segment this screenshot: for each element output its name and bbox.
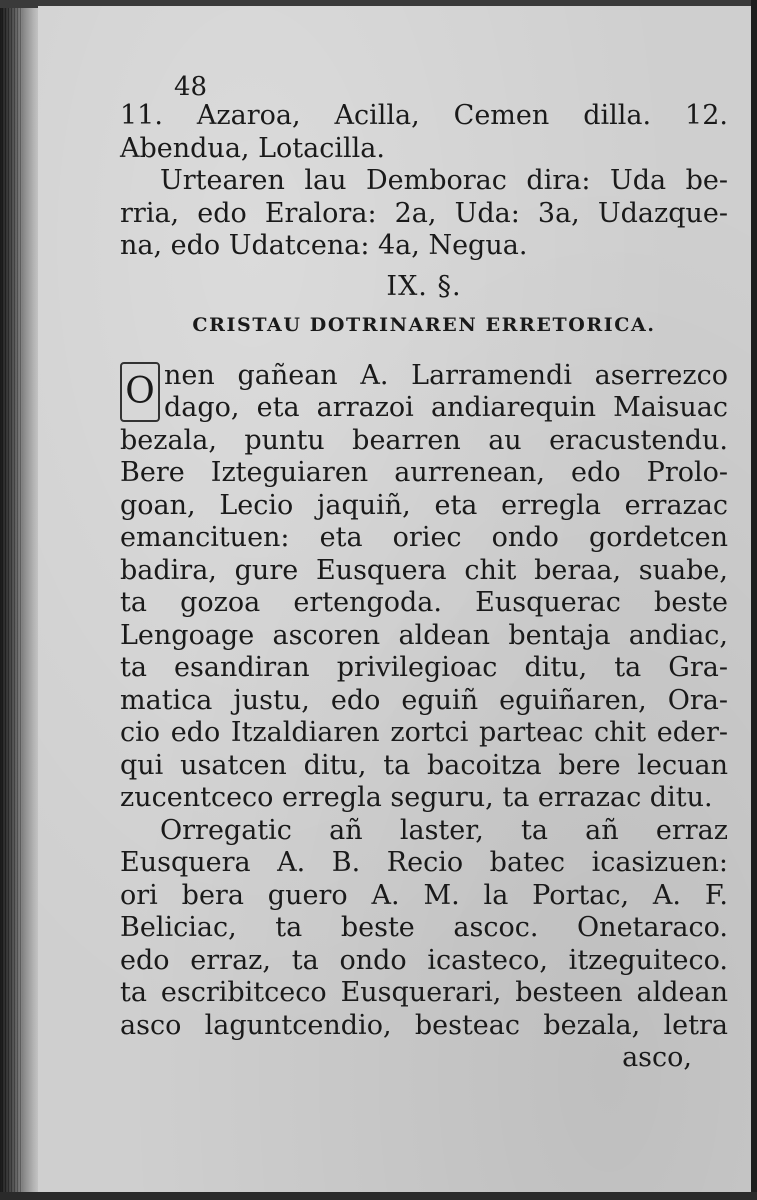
drop-cap-initial <box>120 362 160 422</box>
page-text-block <box>120 64 728 1075</box>
text-line: rria, edo Eralora: 2a, Uda: 3a, Udazque- <box>120 197 728 229</box>
text-line: ta esandiran privilegioac ditu, ta Gra- <box>120 652 728 683</box>
text-line: ori bera guero A. M. la Portac, A. F. <box>120 879 728 911</box>
second-paragraph <box>120 815 728 1043</box>
months-paragraph <box>120 100 728 165</box>
text-line: asco laguntcendio, besteac bezala, letra <box>120 1009 728 1041</box>
bottom-scan-border <box>0 1192 757 1200</box>
text-line: Urtearen lau Demborac dira: Uda be- <box>160 165 728 196</box>
text-line: edo erraz, ta ondo icasteco, itzeguiteco. <box>120 944 728 976</box>
text-line: Beliciac, ta beste ascoc. Onetaraco. <box>120 912 728 943</box>
text-line: bezala, puntu bearren au eracustendu. <box>120 424 728 456</box>
text-line: emancituen: eta oriec ondo gordetcen <box>120 522 728 553</box>
text-line: Eusquera A. B. Recio batec icasizuen: <box>120 847 728 878</box>
page-number: 48 <box>174 72 208 102</box>
section-number: IX. §. <box>386 270 462 302</box>
text-line: qui usatcen ditu, ta bacoitza bere lecuan <box>120 749 728 781</box>
text-line: ta gozoa ertengoda. Eusquerac beste <box>120 587 728 618</box>
catchword: asco, <box>622 1042 692 1073</box>
text-line: na, edo Udatcena: 4a, Negua. <box>120 230 528 261</box>
text-line: dago, eta arrazoi andiarequin Maisuac <box>164 392 728 423</box>
text-line: cio edo Itzaldiaren zortci parteac chit eder- <box>120 717 728 748</box>
text-line: Lengoage ascoren aldean bentaja andiac, <box>120 619 728 651</box>
main-paragraph <box>120 360 728 815</box>
text-line: goan, Lecio jaquiñ, eta erregla errazac <box>120 489 728 521</box>
text-line: Orregatic añ laster, ta añ erraz <box>160 814 728 846</box>
section-title: CRISTAU DOTRINAREN ERRETORICA. <box>192 314 656 336</box>
text-line: badira, gure Eusquera chit beraa, suabe, <box>120 554 728 586</box>
page-stack-edges <box>2 0 22 1200</box>
text-line: nen gañean A. Larramendi aserrezco <box>164 359 728 391</box>
text-line: 11. Azaroa, Acilla, Cemen dilla. 12. <box>120 100 728 131</box>
text-line: zucentceco erregla seguru, ta errazac ditu. <box>120 782 713 813</box>
text-line: Bere Izteguiaren aurrenean, edo Prolo- <box>120 457 728 488</box>
text-line: matica justu, edo eguiñ eguiñaren, Ora- <box>120 684 728 716</box>
text-line: Abendua, Lotacilla. <box>120 132 385 164</box>
right-scan-border <box>751 0 757 1200</box>
text-line: ta escribitceco Eusquerari, besteen aldean <box>120 977 728 1008</box>
seasons-paragraph <box>120 165 728 263</box>
drop-cap-letter: O <box>125 370 155 412</box>
